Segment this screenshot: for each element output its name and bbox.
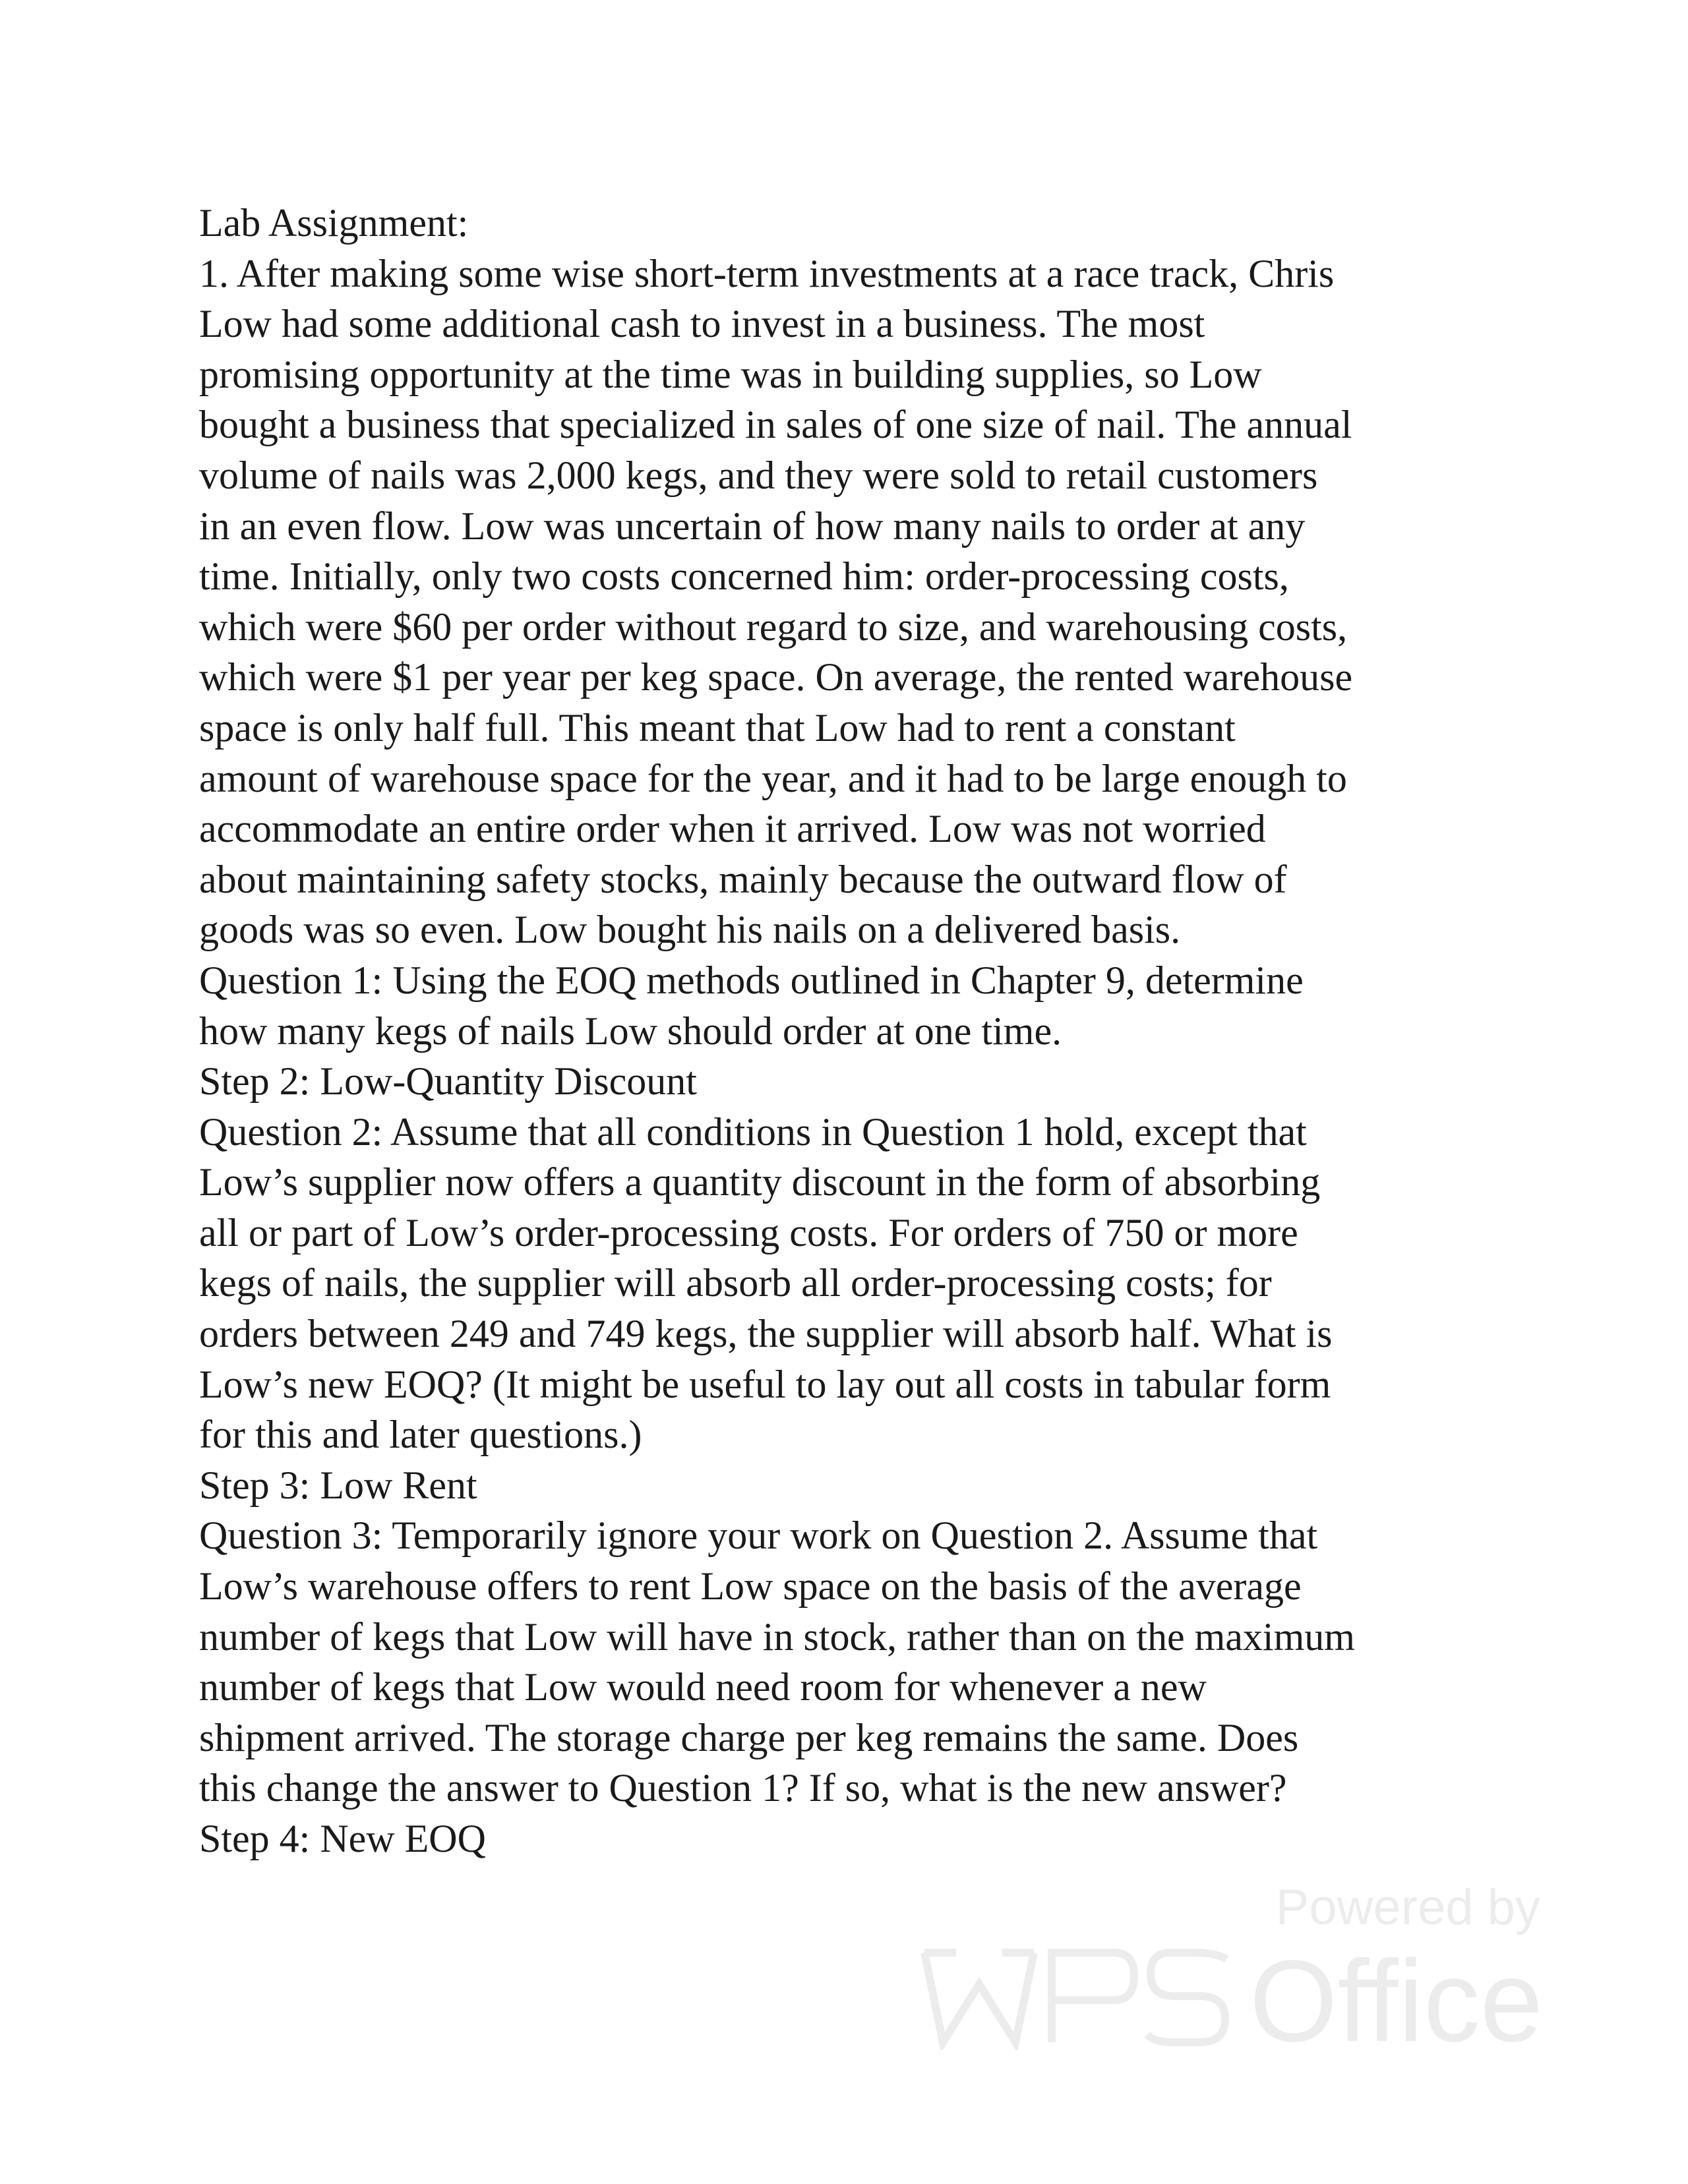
text-line: accommodate an entire order when it arrived. Low was not worried xyxy=(199,807,1266,851)
text-line: Question 3: Temporarily ignore your work on Question 2. Assume that xyxy=(199,1514,1318,1558)
text-line: shipment arrived. The storage charge per keg remains the same. Does xyxy=(199,1715,1299,1759)
text-line: all or part of Low’s order-processing costs. For orders of 750 or more xyxy=(199,1210,1298,1254)
text-line: this change the answer to Question 1? If so, what is the new answer? xyxy=(199,1766,1287,1810)
text-line: Step 2: Low-Quantity Discount xyxy=(199,1059,697,1104)
svg-text:Office: Office xyxy=(1250,1945,1543,2050)
text-line: space is only half full. This meant that Low had to rent a constant xyxy=(199,705,1236,750)
watermark-powered-by: Powered by xyxy=(1275,1879,1540,1935)
wps-office-logo-icon xyxy=(917,1945,1550,2050)
text-line: amount of warehouse space for the year, and it had to be large enough to xyxy=(199,756,1347,800)
text-line: kegs of nails, the supplier will absorb all order-processing costs; for xyxy=(199,1261,1272,1305)
text-line: time. Initially, only two costs concerned him: order-processing costs, xyxy=(199,554,1289,599)
text-line: in an even flow. Low was uncertain of how many nails to order at any xyxy=(199,504,1306,548)
text-line: Lab Assignment: xyxy=(199,201,469,245)
text-line: which were $60 per order without regard to size, and warehousing costs, xyxy=(199,605,1348,649)
text-line: about maintaining safety stocks, mainly because the outward flow of xyxy=(199,857,1287,901)
text-line: Low’s supplier now offers a quantity discount in the form of absorbing xyxy=(199,1160,1321,1204)
text-line: promising opportunity at the time was in building supplies, so Low xyxy=(199,352,1262,396)
text-line: Low’s new EOQ? (It might be useful to lay out all costs in tabular form xyxy=(199,1362,1331,1406)
text-line: Low’s warehouse offers to rent Low space on the basis of the average xyxy=(199,1564,1302,1608)
text-line: which were $1 per year per keg space. On average, the rented warehouse xyxy=(199,655,1353,699)
text-line: number of kegs that Low would need room for whenever a new xyxy=(199,1665,1207,1709)
text-line: goods was so even. Low bought his nails on a delivered basis. xyxy=(199,908,1181,952)
text-line: 1. After making some wise short-term investments at a race track, Chris xyxy=(199,251,1335,295)
text-line: Step 4: New EOQ xyxy=(199,1817,486,1860)
text-line: number of kegs that Low will have in stock, rather than on the maximum xyxy=(199,1614,1355,1659)
text-line: bought a business that specialized in sales of one size of nail. The annual xyxy=(199,403,1352,447)
document-body xyxy=(199,198,1505,1864)
text-line: Question 1: Using the EOQ methods outlined in Chapter 9, determine xyxy=(199,958,1304,1002)
text-line: volume of nails was 2,000 kegs, and they were sold to retail customers xyxy=(199,453,1318,497)
wps-office-watermark xyxy=(917,1879,1550,2057)
text-line: Step 3: Low Rent xyxy=(199,1463,477,1507)
text-line: Question 2: Assume that all conditions in Question 1 hold, except that xyxy=(199,1109,1307,1154)
text-line: orders between 249 and 749 kegs, the supplier will absorb half. What is xyxy=(199,1312,1333,1356)
text-line: Low had some additional cash to invest in a business. The most xyxy=(199,302,1205,346)
text-line: for this and later questions.) xyxy=(199,1413,642,1457)
text-line: how many kegs of nails Low should order at one time. xyxy=(199,1009,1062,1053)
